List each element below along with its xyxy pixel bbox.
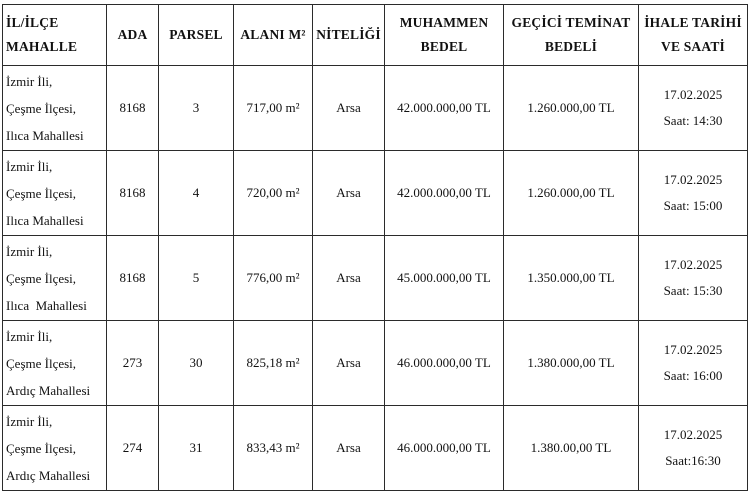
area-cell: 717,00 m² — [234, 66, 313, 151]
type-cell: Arsa — [313, 66, 385, 151]
auction-date: 17.02.2025 — [663, 342, 723, 357]
location-neighborhood: Ilıca Mahallesi — [6, 127, 84, 143]
area-cell: 825,18 m² — [234, 321, 313, 406]
parsel-cell: 5 — [159, 236, 234, 321]
datetime-cell — [639, 236, 748, 321]
header-alani: ALANI M² — [234, 5, 313, 66]
ada-cell: 8168 — [107, 66, 159, 151]
auction-date: 17.02.2025 — [663, 87, 723, 102]
parsel-cell: 3 — [159, 66, 234, 151]
header-teminat-line2: BEDELİ — [544, 39, 598, 54]
location-province: İzmir İli, — [6, 73, 53, 89]
location-province: İzmir İli, — [6, 413, 53, 429]
parsel-cell: 4 — [159, 151, 234, 236]
type-cell: Arsa — [313, 406, 385, 491]
location-province: İzmir İli, — [6, 158, 53, 174]
table-row — [3, 236, 748, 321]
header-il-ilce — [3, 5, 107, 66]
header-ihale-line1: İHALE TARİHİ — [644, 15, 742, 30]
type-cell: Arsa — [313, 321, 385, 406]
value-cell: 45.000.000,00 TL — [385, 236, 504, 321]
table-row — [3, 66, 748, 151]
ada-cell: 8168 — [107, 151, 159, 236]
header-ihale-line2: VE SAATİ — [661, 39, 725, 54]
table-row — [3, 406, 748, 491]
auction-table — [2, 4, 748, 491]
auction-time: Saat: 15:00 — [663, 198, 723, 213]
location-cell — [3, 321, 107, 406]
auction-time: Saat: 14:30 — [663, 113, 723, 128]
type-cell: Arsa — [313, 151, 385, 236]
auction-date: 17.02.2025 — [663, 172, 723, 187]
location-neighborhood: Ardıç Mahallesi — [6, 382, 91, 398]
location-district: Çeşme İlçesi, — [6, 270, 77, 286]
header-muhammen-line2: BEDEL — [420, 39, 468, 54]
auction-time: Saat:16:30 — [665, 453, 721, 468]
area-cell: 776,00 m² — [234, 236, 313, 321]
location-cell — [3, 406, 107, 491]
ada-cell: 8168 — [107, 236, 159, 321]
type-cell: Arsa — [313, 236, 385, 321]
header-parsel: PARSEL — [159, 5, 234, 66]
location-cell — [3, 151, 107, 236]
header-ada: ADA — [107, 5, 159, 66]
datetime-cell — [639, 66, 748, 151]
parsel-cell: 31 — [159, 406, 234, 491]
datetime-cell — [639, 151, 748, 236]
auction-time: Saat: 16:00 — [663, 368, 723, 383]
header-row — [3, 5, 748, 66]
parsel-cell: 30 — [159, 321, 234, 406]
datetime-cell — [639, 406, 748, 491]
location-district: Çeşme İlçesi, — [6, 355, 77, 371]
location-district: Çeşme İlçesi, — [6, 100, 77, 116]
deposit-cell: 1.260.000,00 TL — [504, 151, 639, 236]
deposit-cell: 1.350.000,00 TL — [504, 236, 639, 321]
header-ihale — [639, 5, 748, 66]
location-neighborhood: Ilıca Mahallesi — [6, 212, 84, 228]
ada-cell: 274 — [107, 406, 159, 491]
header-muhammen-line1: MUHAMMEN — [399, 15, 489, 30]
location-province: İzmir İli, — [6, 328, 53, 344]
location-province: İzmir İli, — [6, 243, 53, 259]
header-il-ilce-line1: İL/İLÇE — [6, 15, 59, 30]
value-cell: 46.000.000,00 TL — [385, 321, 504, 406]
value-cell: 42.000.000,00 TL — [385, 151, 504, 236]
auction-date: 17.02.2025 — [663, 427, 723, 442]
datetime-cell — [639, 321, 748, 406]
deposit-cell: 1.380.000,00 TL — [504, 321, 639, 406]
ada-cell: 273 — [107, 321, 159, 406]
location-district: Çeşme İlçesi, — [6, 440, 77, 456]
area-cell: 720,00 m² — [234, 151, 313, 236]
location-neighborhood: Ardıç Mahallesi — [6, 467, 91, 483]
value-cell: 42.000.000,00 TL — [385, 66, 504, 151]
header-niteligi: NİTELİĞİ — [313, 5, 385, 66]
location-neighborhood: Ilıca Mahallesi — [6, 297, 87, 313]
deposit-cell: 1.260.000,00 TL — [504, 66, 639, 151]
table-row — [3, 151, 748, 236]
header-teminat-line1: GEÇİCİ TEMİNAT — [511, 15, 631, 30]
value-cell: 46.000.000,00 TL — [385, 406, 504, 491]
table-row — [3, 321, 748, 406]
area-cell: 833,43 m² — [234, 406, 313, 491]
deposit-cell: 1.380.00,00 TL — [504, 406, 639, 491]
location-district: Çeşme İlçesi, — [6, 185, 77, 201]
header-muhammen — [385, 5, 504, 66]
location-cell — [3, 66, 107, 151]
auction-date: 17.02.2025 — [663, 257, 723, 272]
auction-time: Saat: 15:30 — [663, 283, 723, 298]
header-teminat — [504, 5, 639, 66]
header-il-ilce-line2: MAHALLE — [6, 39, 78, 54]
location-cell — [3, 236, 107, 321]
